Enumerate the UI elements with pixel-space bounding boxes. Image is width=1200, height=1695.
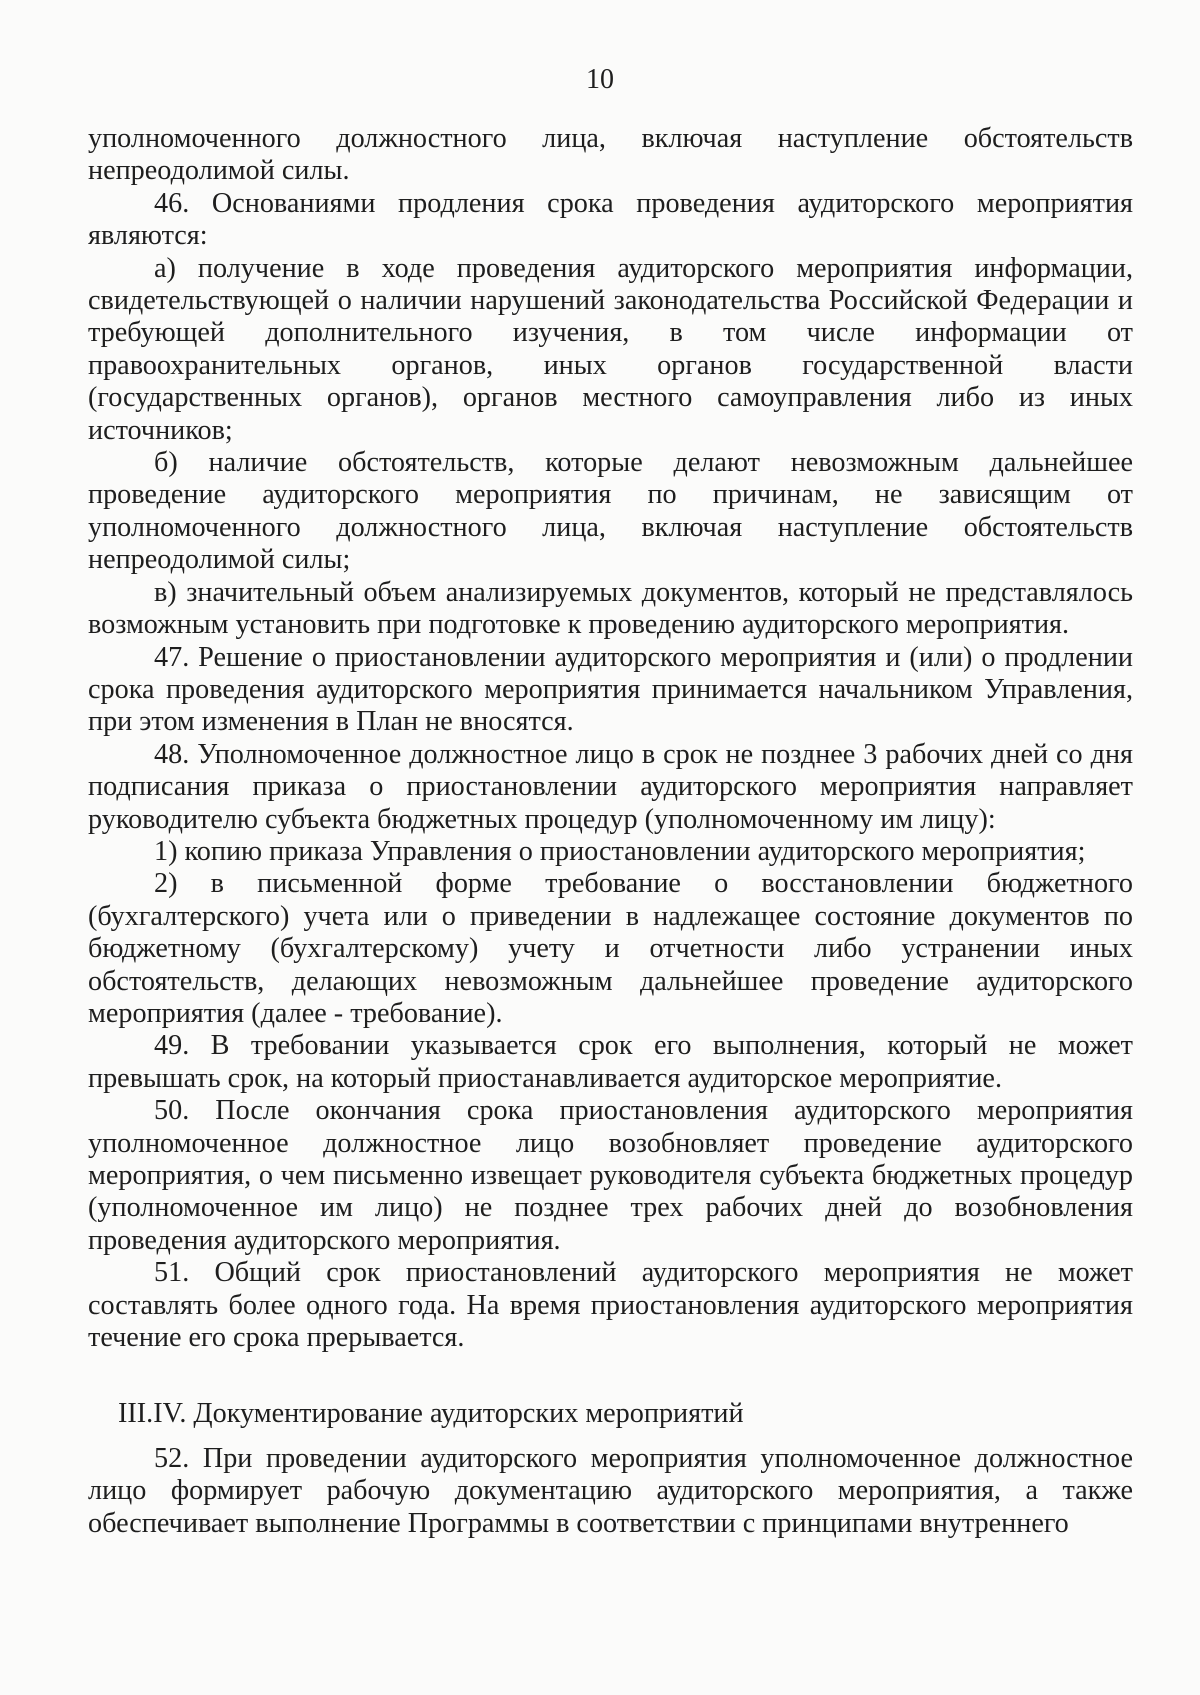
paragraph: 49. В требовании указывается срок его выполнения, который не может превышать срок, на который приостанавливается аудиторское мероприятие. [88,1030,1133,1094]
paragraph: 50. После окончания срока приостановления аудиторского мероприятия уполномоченное должностное лицо возобновляет проведение аудиторского мероприятия, о чем письменно извещает руководителя субъекта бюджетных процедур (уполномоченное им лицо) не позднее трех рабочих дней до возобновления проведения аудиторского мероприятия. [88,1095,1133,1256]
paragraph: в) значительный объем анализируемых документов, который не представлялось возможным установить при подготовке к проведению аудиторского мероприятия. [88,576,1133,641]
paragraphs-after-heading [88,1443,1133,1540]
paragraph: 1) копию приказа Управления о приостановлении аудиторского мероприятия; [154,835,1086,867]
paragraphs-before-heading [88,123,1133,1354]
paragraph: 51. Общий срок приостановлений аудиторского мероприятия не может составлять более одного года. На время приостановления аудиторского мероприятия течение его срока прерывается. [88,1257,1133,1354]
section-heading: III.IV. Документирование аудиторских мероприятий [118,1398,744,1430]
page-number: 10 [586,64,614,95]
paragraph: 2) в письменной форме требование о восстановлении бюджетного (бухгалтерского) учета или о приведении в надлежащее состояние документов по бюджетному (бухгалтерскому) учету и отчетности либо устранении иных обстоятельств, делающих невозможным дальнейшее проведение аудиторского мероприятия (далее - требование). [88,868,1133,1029]
paragraph: уполномоченного должностного лица, включая наступление обстоятельств непреодолимой силы. [88,123,1133,187]
paragraph: 52. При проведении аудиторского мероприятия уполномоченное должностное лицо формирует рабочую документацию аудиторского мероприятия, а также обеспечивает выполнение Программы в соответствии с принципами внутреннего [88,1442,1133,1539]
paragraph: 46. Основаниями продления срока проведения аудиторского мероприятия являются: [88,187,1133,252]
paragraph: 48. Уполномоченное должностное лицо в срок не позднее 3 рабочих дней со дня подписания приказа о приостановлении аудиторского мероприятия направляет руководителю субъекта бюджетных процедур (уполномоченному им лицу): [88,738,1133,835]
paragraph: 47. Решение о приостановлении аудиторского мероприятия и (или) о продлении срока проведения аудиторского мероприятия принимается начальником Управления, при этом изменения в План не вносятся. [88,641,1133,738]
document-body [88,123,1133,1540]
paragraph: а) получение в ходе проведения аудиторского мероприятия информации, свидетельствующей о наличии нарушений законодательства Российской Федерации и требующей дополнительного изучения, в том числе информации от правоохранительных органов, иных органов государственной власти (государственных органов), органов местного самоуправления либо из иных источников; [88,252,1133,446]
paragraph: б) наличие обстоятельств, которые делают невозможным дальнейшее проведение аудиторского мероприятия по причинам, не зависящим от уполномоченного должностного лица, включая наступление обстоятельств непреодолимой силы; [88,447,1133,576]
